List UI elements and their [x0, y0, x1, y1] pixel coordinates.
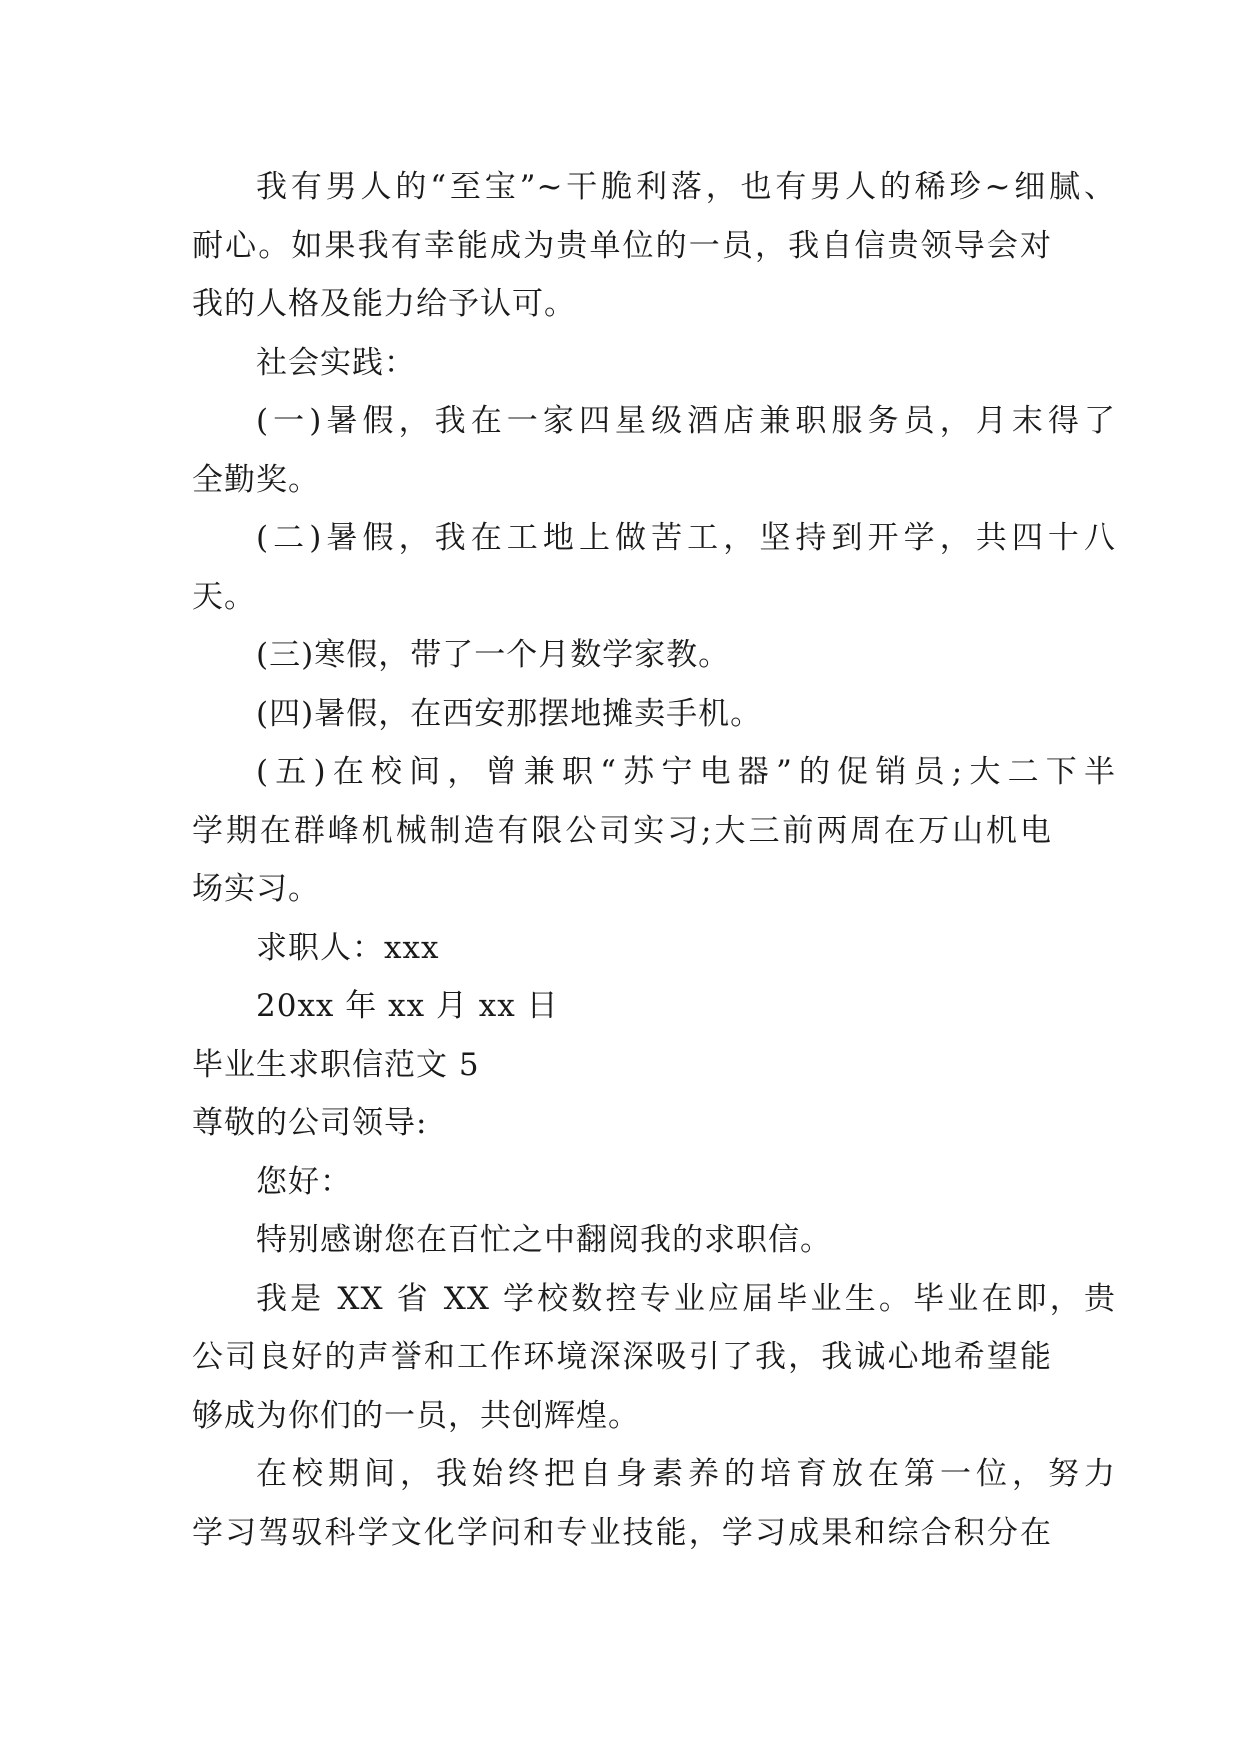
list-item-line: (一)暑假，我在一家四星级酒店兼职服务员，月末得了 [256, 403, 1116, 439]
body-line: 在校期间，我始终把自身素养的培育放在第一位，努力 [256, 1456, 1116, 1492]
list-item-line: (二)暑假，我在工地上做苦工，坚持到开学，共四十八 [256, 520, 1116, 556]
salutation: 尊敬的公司领导: [192, 1105, 428, 1141]
list-item-line: (五)在校间，曾兼职“苏宁电器”的促销员;大二下半 [256, 754, 1116, 790]
body-line: 耐心。如果我有幸能成为贵单位的一员，我自信贵领导会对 [192, 227, 1052, 264]
body-line: 学习驾驭科学文化学问和专业技能，学习成果和综合积分在 [192, 1514, 1052, 1551]
document-body [192, 158, 1116, 1562]
list-item-line: (三)寒假，带了一个月数学家教。 [256, 637, 731, 673]
body-line: 我是 XX 省 XX 学校数控专业应届毕业生。毕业在即，贵 [256, 1280, 1116, 1317]
section-heading: 社会实践： [256, 344, 416, 381]
body-line: 我有男人的“至宝”~干脆利落，也有男人的稀珍~细腻、 [256, 169, 1116, 205]
signature-line: 求职人：xxx [256, 929, 440, 966]
body-line: 够成为你们的一员，共创辉煌。 [192, 1397, 640, 1434]
list-item-line: 天。 [192, 578, 256, 615]
list-item-line: 全勤奖。 [192, 461, 320, 498]
body-line: 公司良好的声誉和工作环境深深吸引了我，我诚心地希望能 [192, 1339, 1052, 1375]
body-line: 我的人格及能力给予认可。 [192, 286, 576, 322]
list-item-line: 学期在群峰机械制造有限公司实习;大三前两周在万山机电 [192, 812, 1052, 849]
date-line: 20xx 年 xx 月 xx 日 [256, 988, 559, 1024]
list-item-line: (四)暑假，在西安那摆地摊卖手机。 [256, 695, 763, 732]
greeting: 您好： [256, 1163, 352, 1200]
body-line: 特别感谢您在百忙之中翻阅我的求职信。 [256, 1222, 832, 1258]
letter-title: 毕业生求职信范文 5 [192, 1046, 480, 1083]
list-item-line: 场实习。 [192, 871, 320, 907]
